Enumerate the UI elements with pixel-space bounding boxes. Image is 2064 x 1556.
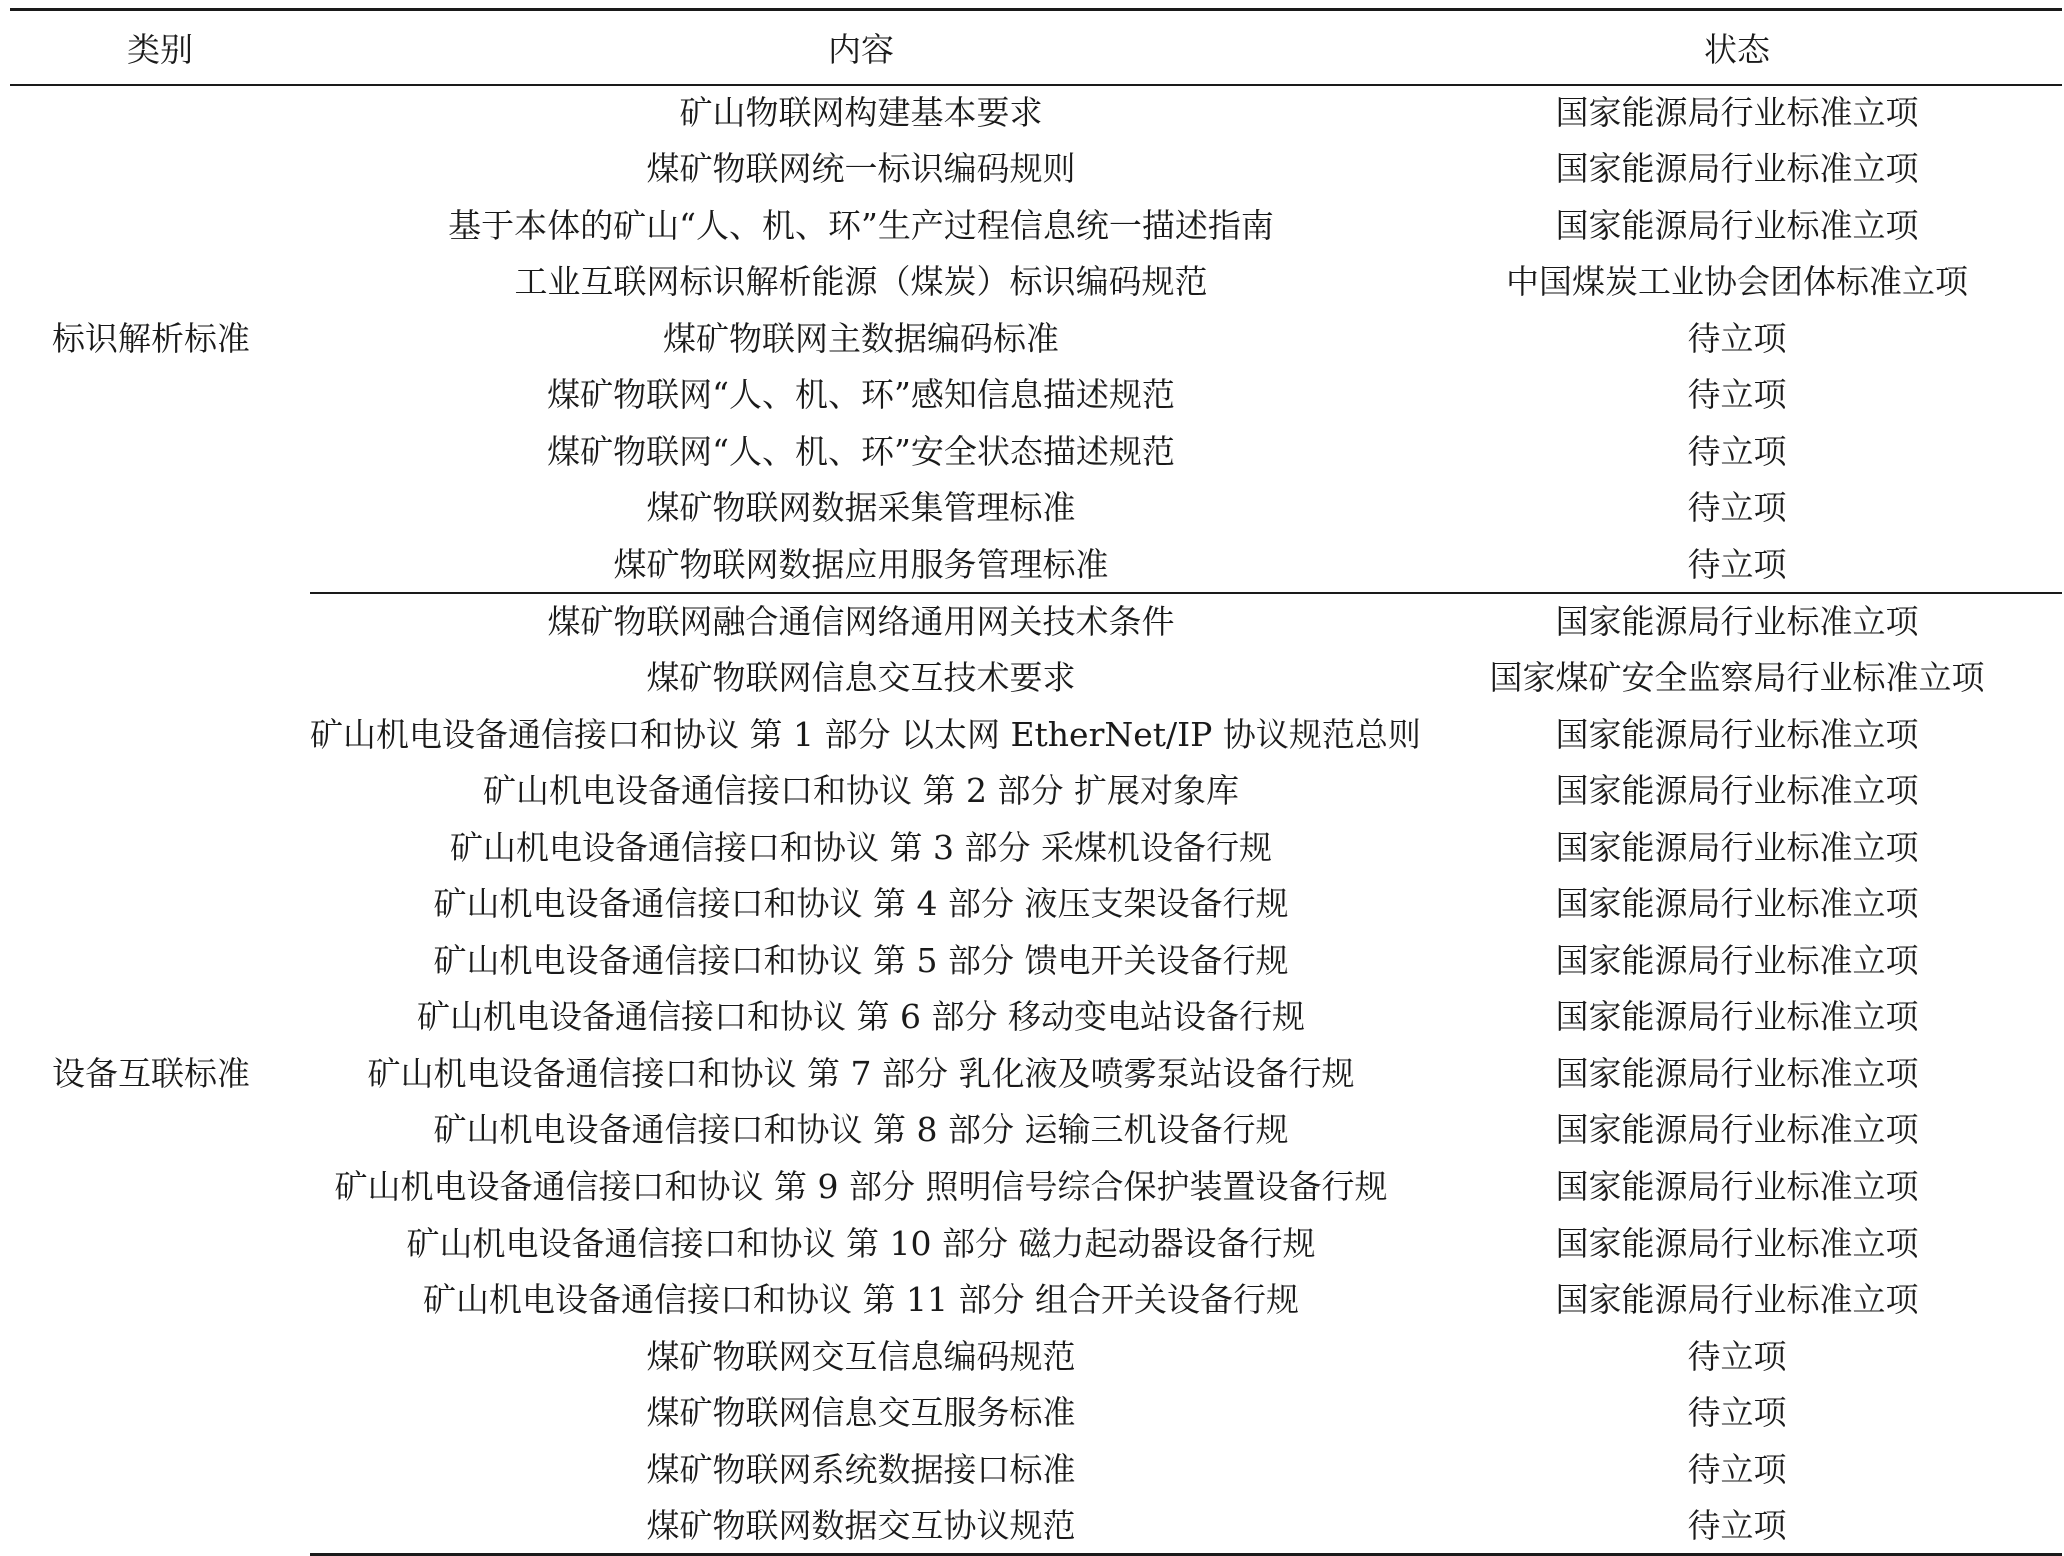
content-cell: 矿山机电设备通信接口和协议 第 5 部分 馈电开关设备行规 bbox=[433, 940, 1289, 980]
table-row bbox=[10, 424, 2062, 481]
status-cell: 待立项 bbox=[1412, 537, 2062, 594]
table-row bbox=[10, 650, 2062, 707]
status-cell: 国家能源局行业标准立项 bbox=[1555, 827, 1919, 867]
table-row bbox=[10, 85, 2062, 142]
table-row bbox=[10, 198, 2062, 255]
status-cell: 国家能源局行业标准立项 bbox=[1555, 884, 1919, 924]
content-cell: 矿山机电设备通信接口和协议 第 4 部分 液压支架设备行规 bbox=[433, 884, 1289, 924]
header-content: 内容 bbox=[310, 10, 1412, 85]
content-cell: 煤矿物联网统一标识编码规则 bbox=[646, 149, 1076, 189]
content-cell: 煤矿物联网信息交互服务标准 bbox=[646, 1393, 1076, 1433]
table-row bbox=[10, 1385, 2062, 1442]
content-cell: 煤矿物联网融合通信网络通用网关技术条件 bbox=[547, 602, 1175, 642]
content-cell: 矿山机电设备通信接口和协议 第 7 部分 乳化液及喷雾泵站设备行规 bbox=[367, 1053, 1355, 1093]
status-cell: 待立项 bbox=[1687, 1449, 1787, 1489]
content-cell: 煤矿物联网数据交互协议规范 bbox=[310, 1498, 1412, 1555]
status-cell: 待立项 bbox=[1412, 1498, 2062, 1555]
content-cell: 矿山机电设备通信接口和协议 第 3 部分 采煤机设备行规 bbox=[450, 827, 1272, 867]
category-cell: 设备互联标准 bbox=[52, 1053, 250, 1093]
content-cell: 煤矿物联网“人、机、环”安全状态描述规范 bbox=[547, 431, 1175, 471]
status-cell: 国家能源局行业标准立项 bbox=[1555, 1167, 1919, 1207]
content-cell: 矿山机电设备通信接口和协议 第 11 部分 组合开关设备行规 bbox=[423, 1280, 1299, 1320]
table-row bbox=[10, 1498, 2062, 1555]
status-cell: 国家煤矿安全监察局行业标准立项 bbox=[1489, 658, 1985, 698]
status-cell: 国家能源局行业标准立项 bbox=[1555, 602, 1919, 642]
status-cell: 国家能源局行业标准立项 bbox=[1555, 1110, 1919, 1150]
content-cell: 煤矿物联网“人、机、环”感知信息描述规范 bbox=[547, 375, 1175, 415]
table-row bbox=[10, 933, 2062, 990]
content-cell: 矿山机电设备通信接口和协议 第 2 部分 扩展对象库 bbox=[483, 771, 1239, 811]
table-row bbox=[10, 763, 2062, 820]
header-category: 类别 bbox=[10, 10, 310, 85]
content-cell: 煤矿物联网系统数据接口标准 bbox=[646, 1449, 1076, 1489]
table-row bbox=[10, 1215, 2062, 1272]
status-cell: 国家能源局行业标准立项 bbox=[1555, 771, 1919, 811]
content-cell: 矿山机电设备通信接口和协议 第 8 部分 运输三机设备行规 bbox=[433, 1110, 1289, 1150]
table-row bbox=[10, 311, 2062, 368]
table-row bbox=[10, 876, 2062, 933]
table-row bbox=[10, 537, 2062, 594]
status-cell: 国家能源局行业标准立项 bbox=[1555, 205, 1919, 245]
table-row bbox=[10, 593, 2062, 650]
standards-table bbox=[10, 8, 2062, 1556]
status-cell: 待立项 bbox=[1687, 375, 1787, 415]
content-cell: 煤矿物联网主数据编码标准 bbox=[663, 318, 1059, 358]
table-row bbox=[10, 1046, 2062, 1103]
content-cell: 矿山机电设备通信接口和协议 第 9 部分 照明信号综合保护装置设备行规 bbox=[334, 1167, 1388, 1207]
status-cell: 国家能源局行业标准立项 bbox=[1555, 93, 1919, 133]
table-row bbox=[10, 254, 2062, 311]
table-row bbox=[10, 820, 2062, 877]
status-cell: 中国煤炭工业协会团体标准立项 bbox=[1506, 262, 1968, 302]
table-row bbox=[10, 1272, 2062, 1329]
status-cell: 待立项 bbox=[1687, 1336, 1787, 1376]
group-identification-resolution bbox=[10, 85, 2062, 594]
status-cell: 国家能源局行业标准立项 bbox=[1555, 149, 1919, 189]
status-cell: 国家能源局行业标准立项 bbox=[1555, 1053, 1919, 1093]
content-cell: 煤矿物联网信息交互技术要求 bbox=[646, 658, 1076, 698]
table-row bbox=[10, 1329, 2062, 1386]
status-cell: 国家能源局行业标准立项 bbox=[1555, 997, 1919, 1037]
content-cell: 工业互联网标识解析能源（煤炭）标识编码规范 bbox=[514, 262, 1208, 302]
content-cell: 矿山物联网构建基本要求 bbox=[679, 93, 1043, 133]
content-cell: 矿山机电设备通信接口和协议 第 10 部分 磁力起动器设备行规 bbox=[406, 1223, 1316, 1263]
status-cell: 国家能源局行业标准立项 bbox=[1555, 714, 1919, 754]
status-cell: 待立项 bbox=[1687, 1393, 1787, 1433]
table-row bbox=[10, 141, 2062, 198]
status-cell: 国家能源局行业标准立项 bbox=[1555, 940, 1919, 980]
status-cell: 待立项 bbox=[1687, 488, 1787, 528]
table-row bbox=[10, 989, 2062, 1046]
table-header bbox=[10, 10, 2062, 85]
header-status: 状态 bbox=[1412, 10, 2062, 85]
group-device-interconnection bbox=[10, 593, 2062, 1554]
content-cell: 矿山机电设备通信接口和协议 第 6 部分 移动变电站设备行规 bbox=[417, 997, 1305, 1037]
status-cell: 待立项 bbox=[1687, 431, 1787, 471]
table-row bbox=[10, 1159, 2062, 1216]
table-row bbox=[10, 1442, 2062, 1499]
status-cell: 待立项 bbox=[1687, 318, 1787, 358]
content-cell: 煤矿物联网数据采集管理标准 bbox=[646, 488, 1076, 528]
content-cell: 基于本体的矿山“人、机、环”生产过程信息统一描述指南 bbox=[448, 205, 1274, 245]
table-row bbox=[10, 1102, 2062, 1159]
status-cell: 国家能源局行业标准立项 bbox=[1555, 1280, 1919, 1320]
content-cell: 矿山机电设备通信接口和协议 第 1 部分 以太网 EtherNet/IP 协议规范总则 bbox=[310, 714, 1421, 754]
category-cell: 标识解析标准 bbox=[52, 319, 250, 359]
table-row bbox=[10, 367, 2062, 424]
status-cell: 国家能源局行业标准立项 bbox=[1555, 1223, 1919, 1263]
content-cell: 煤矿物联网交互信息编码规范 bbox=[646, 1336, 1076, 1376]
table-row bbox=[10, 480, 2062, 537]
header-row bbox=[10, 10, 2062, 85]
content-cell: 煤矿物联网数据应用服务管理标准 bbox=[310, 537, 1412, 594]
table-row bbox=[10, 707, 2062, 764]
